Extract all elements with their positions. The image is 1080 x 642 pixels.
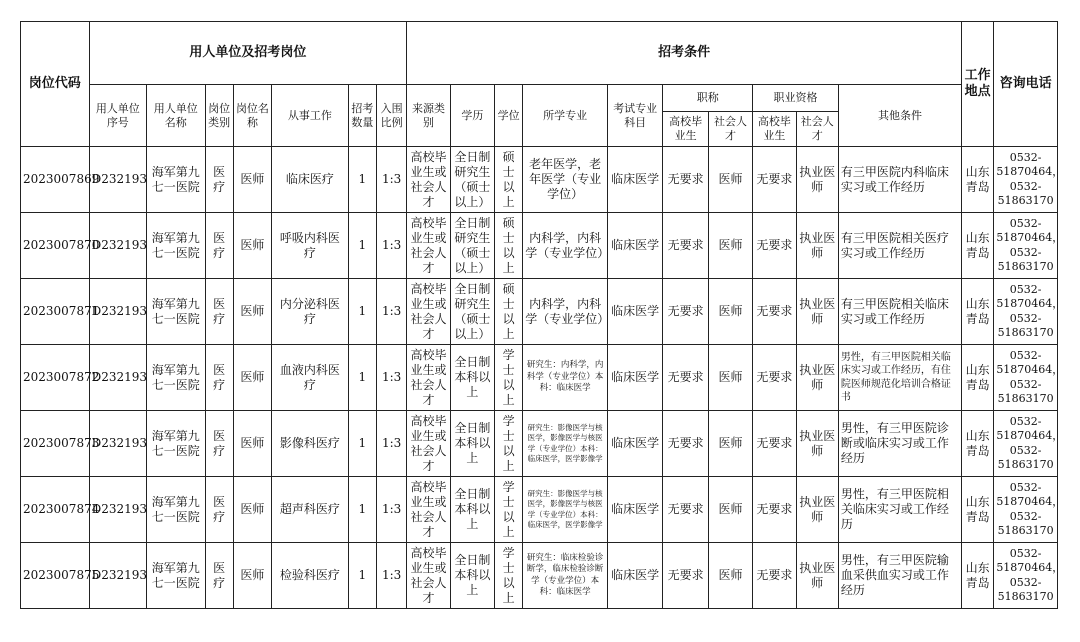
- cell-place: 山东青岛: [962, 147, 994, 213]
- cell-work: 呼吸内科医疗: [272, 213, 349, 279]
- cell-ratio: 1:3: [376, 147, 406, 213]
- cell-quota: 1: [348, 279, 376, 345]
- cell-seq: D232193: [89, 477, 146, 543]
- cell-seq: D232193: [89, 147, 146, 213]
- cell-degree: 学士以上: [495, 411, 523, 477]
- cell-subject: 临床医学: [607, 543, 662, 609]
- cell-major: 研究生：临床检验诊断学，临床检验诊断学（专业学位）本科：临床医学: [523, 543, 608, 609]
- cell-source: 高校毕业生或社会人才: [407, 411, 450, 477]
- cell-edu: 全日制研究生（硕士以上）: [450, 279, 494, 345]
- cell-post: 医师: [233, 411, 271, 477]
- cell-ratio: 1:3: [376, 279, 406, 345]
- cell-qual-grad: 无要求: [753, 477, 796, 543]
- cell-unit: 海军第九七一医院: [147, 543, 205, 609]
- cell-source: 高校毕业生或社会人才: [407, 147, 450, 213]
- cell-unit: 海军第九七一医院: [147, 279, 205, 345]
- cell-degree: 硕士以上: [495, 279, 523, 345]
- cell-title-social: 医师: [708, 543, 752, 609]
- cell-unit: 海军第九七一医院: [147, 411, 205, 477]
- header-source: 来源类别: [407, 85, 450, 147]
- cell-seq: D232193: [89, 279, 146, 345]
- cell-quota: 1: [348, 345, 376, 411]
- cell-title-social: 医师: [708, 477, 752, 543]
- table-row: [21, 477, 1058, 543]
- cell-work: 影像科医疗: [272, 411, 349, 477]
- header-unit-group: 用人单位及招考岗位: [89, 22, 407, 85]
- cell-degree: 学士以上: [495, 543, 523, 609]
- cell-post: 医师: [233, 543, 271, 609]
- cell-seq: D232193: [89, 411, 146, 477]
- cell-title-grad: 无要求: [663, 345, 708, 411]
- cell-work: 血液内科医疗: [272, 345, 349, 411]
- cell-qual-social: 执业医师: [796, 543, 838, 609]
- header-qual-group: 职业资格: [753, 85, 839, 112]
- table-row: [21, 279, 1058, 345]
- cell-major: 研究生：影像医学与核医学，影像医学与核医学（专业学位）本科：临床医学，医学影像学: [523, 477, 608, 543]
- header-unit-seq: 用人单位序号: [89, 85, 146, 147]
- header-degree: 学位: [495, 85, 523, 147]
- header-work: 从事工作: [272, 85, 349, 147]
- header-post-type: 岗位类别: [205, 85, 233, 147]
- cell-source: 高校毕业生或社会人才: [407, 213, 450, 279]
- cell-quota: 1: [348, 477, 376, 543]
- cell-title-social: 医师: [708, 345, 752, 411]
- cell-degree: 学士以上: [495, 345, 523, 411]
- cell-unit: 海军第九七一医院: [147, 147, 205, 213]
- cell-subject: 临床医学: [607, 213, 662, 279]
- cell-work: 超声科医疗: [272, 477, 349, 543]
- header-title-social: 社会人才: [708, 112, 752, 147]
- cell-edu: 全日制本科以上: [450, 477, 494, 543]
- cell-edu: 全日制研究生（硕士以上）: [450, 213, 494, 279]
- cell-type: 医疗: [205, 543, 233, 609]
- cell-title-grad: 无要求: [663, 213, 708, 279]
- cell-edu: 全日制研究生（硕士以上）: [450, 147, 494, 213]
- cell-place: 山东青岛: [962, 477, 994, 543]
- table-row: [21, 213, 1058, 279]
- cell-edu: 全日制本科以上: [450, 543, 494, 609]
- cell-code: 2023007870: [21, 213, 90, 279]
- cell-major: 研究生：内科学，内科学（专业学位）本科：临床医学: [523, 345, 608, 411]
- cell-place: 山东青岛: [962, 213, 994, 279]
- cell-qual-grad: 无要求: [753, 213, 796, 279]
- header-title-grad: 高校毕业生: [663, 112, 708, 147]
- table-row: [21, 543, 1058, 609]
- cell-place: 山东青岛: [962, 411, 994, 477]
- header-exam-subject: 考试专业科目: [607, 85, 662, 147]
- header-other: 其他条件: [838, 85, 961, 147]
- cell-subject: 临床医学: [607, 147, 662, 213]
- cell-source: 高校毕业生或社会人才: [407, 279, 450, 345]
- cell-degree: 学士以上: [495, 477, 523, 543]
- cell-seq: D232193: [89, 345, 146, 411]
- cell-ratio: 1:3: [376, 477, 406, 543]
- cell-quota: 1: [348, 213, 376, 279]
- header-education: 学历: [450, 85, 494, 147]
- cell-phone: 0532-51870464，0532-51863170: [994, 411, 1058, 477]
- cell-title-social: 医师: [708, 147, 752, 213]
- cell-qual-social: 执业医师: [796, 147, 838, 213]
- cell-ratio: 1:3: [376, 411, 406, 477]
- table-row: [21, 411, 1058, 477]
- header-ratio: 入围比例: [376, 85, 406, 147]
- cell-unit: 海军第九七一医院: [147, 213, 205, 279]
- cell-qual-social: 执业医师: [796, 345, 838, 411]
- cell-code: 2023007871: [21, 279, 90, 345]
- cell-subject: 临床医学: [607, 411, 662, 477]
- cell-type: 医疗: [205, 147, 233, 213]
- cell-source: 高校毕业生或社会人才: [407, 345, 450, 411]
- cell-major: 内科学，内科学（专业学位）: [523, 279, 608, 345]
- cell-title-social: 医师: [708, 279, 752, 345]
- cell-post: 医师: [233, 213, 271, 279]
- cell-major: 研究生：影像医学与核医学，影像医学与核医学（专业学位）本科：临床医学，医学影像学: [523, 411, 608, 477]
- cell-subject: 临床医学: [607, 279, 662, 345]
- cell-code: 2023007872: [21, 345, 90, 411]
- cell-title-grad: 无要求: [663, 477, 708, 543]
- cell-degree: 硕士以上: [495, 147, 523, 213]
- cell-place: 山东青岛: [962, 279, 994, 345]
- cell-seq: D232193: [89, 543, 146, 609]
- cell-qual-grad: 无要求: [753, 147, 796, 213]
- cell-work: 临床医疗: [272, 147, 349, 213]
- cell-qual-social: 执业医师: [796, 411, 838, 477]
- cell-qual-social: 执业医师: [796, 477, 838, 543]
- cell-type: 医疗: [205, 411, 233, 477]
- cell-phone: 0532-51870464，0532-51863170: [994, 147, 1058, 213]
- cell-other: 男性，有三甲医院相关临床实习或工作经历: [838, 477, 961, 543]
- cell-qual-grad: 无要求: [753, 543, 796, 609]
- cell-unit: 海军第九七一医院: [147, 477, 205, 543]
- header-unit-name: 用人单位名称: [147, 85, 205, 147]
- cell-work: 检验科医疗: [272, 543, 349, 609]
- cell-type: 医疗: [205, 279, 233, 345]
- table-row: [21, 345, 1058, 411]
- cell-other: 男性，有三甲医院相关临床实习或工作经历，有住院医师规范化培训合格证书: [838, 345, 961, 411]
- cell-source: 高校毕业生或社会人才: [407, 543, 450, 609]
- table-row: [21, 147, 1058, 213]
- cell-other: 有三甲医院相关临床实习或工作经历: [838, 279, 961, 345]
- cell-edu: 全日制本科以上: [450, 411, 494, 477]
- cell-phone: 0532-51870464，0532-51863170: [994, 213, 1058, 279]
- cell-type: 医疗: [205, 477, 233, 543]
- cell-code: 2023007873: [21, 411, 90, 477]
- cell-qual-grad: 无要求: [753, 345, 796, 411]
- header-conditions-group: 招考条件: [407, 22, 962, 85]
- cell-phone: 0532-51870464，0532-51863170: [994, 279, 1058, 345]
- cell-other: 有三甲医院相关医疗实习或工作经历: [838, 213, 961, 279]
- cell-unit: 海军第九七一医院: [147, 345, 205, 411]
- cell-seq: D232193: [89, 213, 146, 279]
- recruitment-table: [20, 21, 1064, 609]
- header-title-group: 职称: [663, 85, 753, 112]
- header-qual-grad: 高校毕业生: [753, 112, 796, 147]
- cell-major: 老年医学，老年医学（专业学位）: [523, 147, 608, 213]
- cell-phone: 0532-51870464，0532-51863170: [994, 345, 1058, 411]
- cell-type: 医疗: [205, 213, 233, 279]
- cell-quota: 1: [348, 147, 376, 213]
- cell-phone: 0532-51870464，0532-51863170: [994, 477, 1058, 543]
- cell-type: 医疗: [205, 345, 233, 411]
- cell-code: 2023007874: [21, 477, 90, 543]
- cell-title-grad: 无要求: [663, 543, 708, 609]
- cell-subject: 临床医学: [607, 477, 662, 543]
- cell-other: 男性，有三甲医院输血采供血实习或工作经历: [838, 543, 961, 609]
- cell-title-social: 医师: [708, 213, 752, 279]
- cell-degree: 硕士以上: [495, 213, 523, 279]
- cell-edu: 全日制本科以上: [450, 345, 494, 411]
- cell-title-grad: 无要求: [663, 147, 708, 213]
- cell-post: 医师: [233, 279, 271, 345]
- cell-qual-social: 执业医师: [796, 279, 838, 345]
- cell-ratio: 1:3: [376, 213, 406, 279]
- header-phone: 咨询电话: [994, 22, 1058, 147]
- header-qual-social: 社会人才: [796, 112, 838, 147]
- cell-major: 内科学，内科学（专业学位）: [523, 213, 608, 279]
- cell-qual-grad: 无要求: [753, 279, 796, 345]
- cell-code: 2023007875: [21, 543, 90, 609]
- header-quota: 招考数量: [348, 85, 376, 147]
- cell-title-grad: 无要求: [663, 279, 708, 345]
- cell-place: 山东青岛: [962, 543, 994, 609]
- cell-title-grad: 无要求: [663, 411, 708, 477]
- header-post-code: 岗位代码: [21, 22, 90, 147]
- cell-other: 有三甲医院内科临床实习或工作经历: [838, 147, 961, 213]
- cell-ratio: 1:3: [376, 345, 406, 411]
- cell-phone: 0532-51870464，0532-51863170: [994, 543, 1058, 609]
- cell-quota: 1: [348, 411, 376, 477]
- cell-source: 高校毕业生或社会人才: [407, 477, 450, 543]
- header-work-place: 工作地点: [962, 22, 994, 147]
- cell-place: 山东青岛: [962, 345, 994, 411]
- header-post-name: 岗位名称: [233, 85, 271, 147]
- cell-qual-grad: 无要求: [753, 411, 796, 477]
- cell-post: 医师: [233, 147, 271, 213]
- header-major: 所学专业: [523, 85, 608, 147]
- cell-work: 内分泌科医疗: [272, 279, 349, 345]
- cell-code: 2023007869: [21, 147, 90, 213]
- cell-post: 医师: [233, 345, 271, 411]
- cell-other: 男性，有三甲医院诊断或临床实习或工作经历: [838, 411, 961, 477]
- cell-post: 医师: [233, 477, 271, 543]
- cell-quota: 1: [348, 543, 376, 609]
- cell-subject: 临床医学: [607, 345, 662, 411]
- cell-qual-social: 执业医师: [796, 213, 838, 279]
- cell-title-social: 医师: [708, 411, 752, 477]
- cell-ratio: 1:3: [376, 543, 406, 609]
